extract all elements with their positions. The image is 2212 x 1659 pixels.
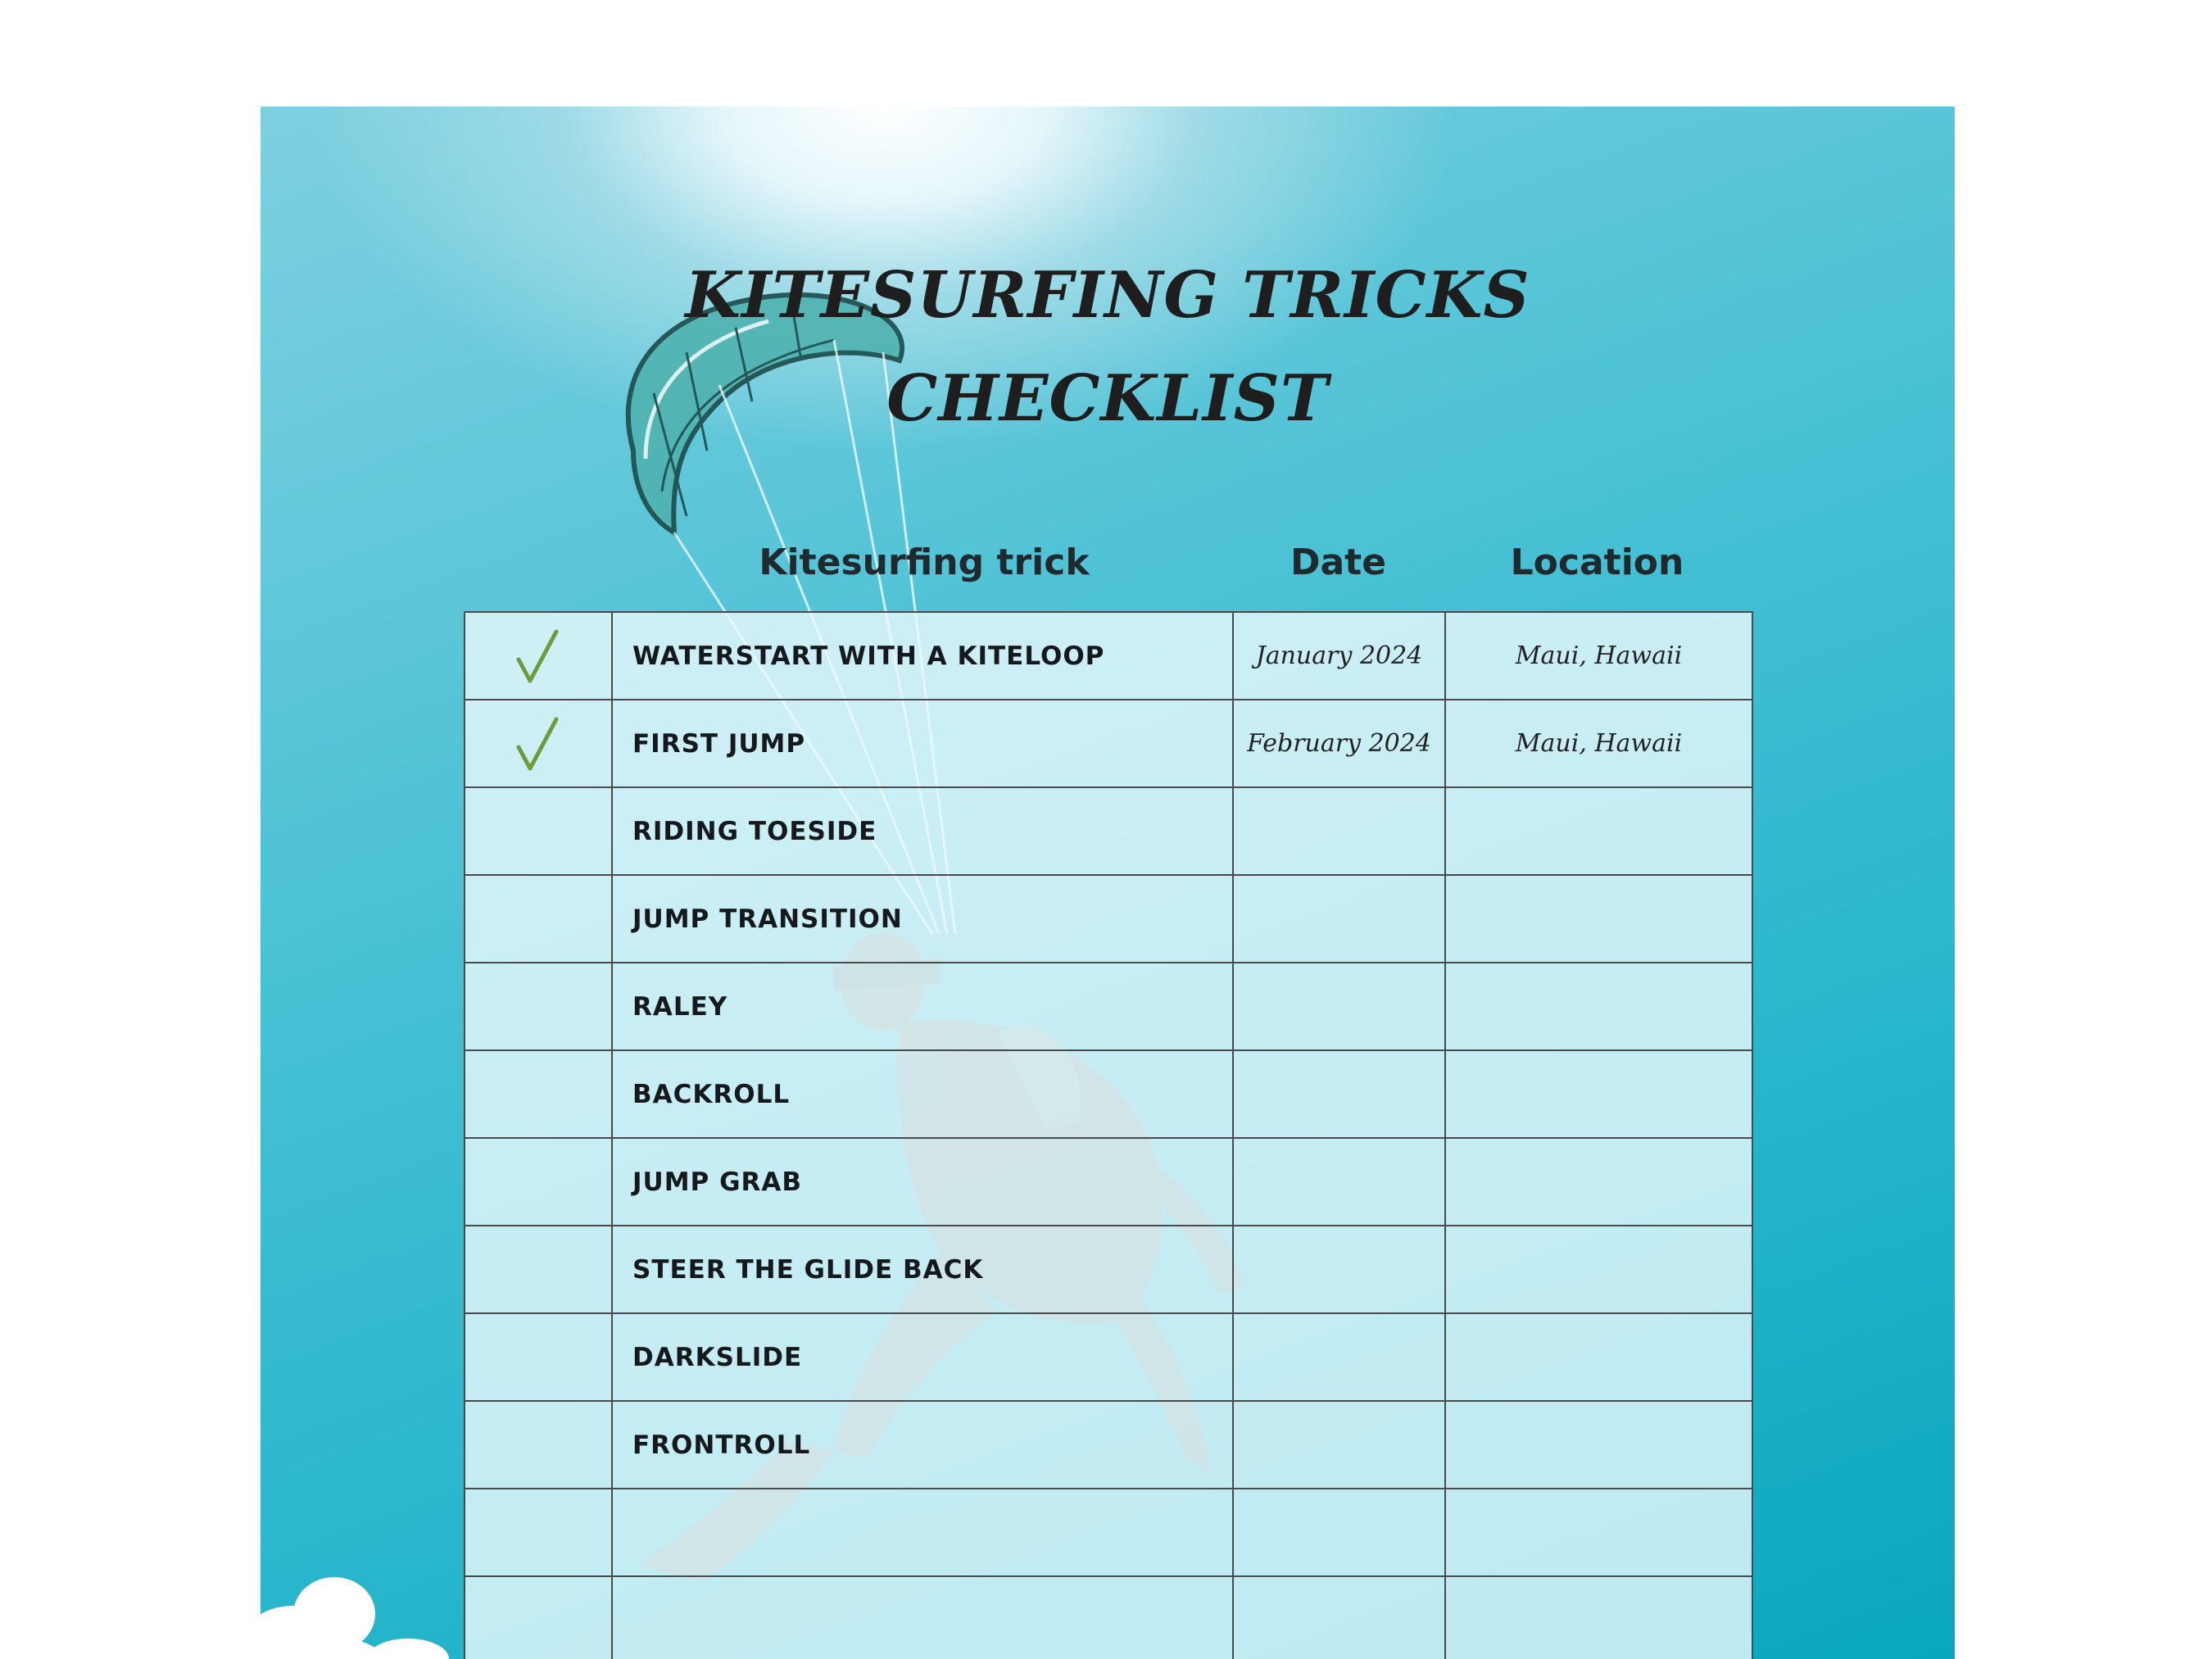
column-header-date: Date <box>1290 542 1387 583</box>
date-cell[interactable] <box>1234 1051 1446 1137</box>
trick-cell[interactable] <box>613 1577 1234 1659</box>
trick-cell <box>613 1314 1234 1400</box>
check-cell[interactable] <box>465 1139 613 1225</box>
table-row <box>465 788 1752 876</box>
date-cell[interactable] <box>1234 788 1446 874</box>
location-value: Maui, Hawaii <box>1515 641 1683 670</box>
location-cell[interactable] <box>1446 613 1752 699</box>
page-title-line-1: KITESURFING TRICKS <box>685 258 1530 333</box>
location-cell[interactable] <box>1446 876 1752 962</box>
trick-name: DARKSLIDE <box>632 1342 803 1372</box>
check-cell[interactable] <box>465 1489 613 1575</box>
date-value: February 2024 <box>1247 729 1431 758</box>
trick-cell <box>613 1051 1234 1137</box>
trick-cell <box>613 1402 1234 1488</box>
column-header-trick: Kitesurfing trick <box>759 542 1090 583</box>
date-cell[interactable] <box>1234 1226 1446 1312</box>
location-value: Maui, Hawaii <box>1515 729 1683 758</box>
checklist-page <box>261 107 1955 1659</box>
date-cell[interactable] <box>1234 1489 1446 1575</box>
trick-cell <box>613 963 1234 1049</box>
cloud-graphic <box>261 1577 449 1659</box>
column-header-location: Location <box>1510 542 1684 583</box>
date-cell[interactable] <box>1234 963 1446 1049</box>
table-row <box>465 1051 1752 1139</box>
location-cell[interactable] <box>1446 1402 1752 1488</box>
date-cell[interactable] <box>1234 1402 1446 1488</box>
location-cell[interactable] <box>1446 1139 1752 1225</box>
check-cell[interactable] <box>465 613 613 699</box>
trick-cell <box>613 1139 1234 1225</box>
location-cell[interactable] <box>1446 1577 1752 1659</box>
date-cell[interactable] <box>1234 700 1446 786</box>
table-row <box>465 1489 1752 1577</box>
trick-name: BACKROLL <box>632 1079 791 1109</box>
check-cell[interactable] <box>465 788 613 874</box>
table-row <box>465 1139 1752 1226</box>
check-cell[interactable] <box>465 700 613 786</box>
trick-name: STEER THE GLIDE BACK <box>632 1254 984 1285</box>
date-cell[interactable] <box>1234 876 1446 962</box>
trick-name: FRONTROLL <box>632 1430 811 1460</box>
trick-name: JUMP TRANSITION <box>632 904 903 934</box>
trick-cell <box>613 1226 1234 1312</box>
trick-cell <box>613 613 1234 699</box>
table-row <box>465 1577 1752 1659</box>
trick-name: WATERSTART WITH A KITELOOP <box>632 641 1105 671</box>
tricks-table <box>464 611 1753 1659</box>
table-row <box>465 1314 1752 1402</box>
check-cell[interactable] <box>465 1577 613 1659</box>
location-cell[interactable] <box>1446 788 1752 874</box>
page-title-line-2: CHECKLIST <box>886 361 1329 436</box>
location-cell[interactable] <box>1446 1489 1752 1575</box>
date-cell[interactable] <box>1234 1314 1446 1400</box>
table-row <box>465 700 1752 788</box>
trick-name: RALEY <box>632 991 728 1022</box>
location-cell[interactable] <box>1446 1314 1752 1400</box>
trick-name: RIDING TOESIDE <box>632 816 877 846</box>
date-cell[interactable] <box>1234 1139 1446 1225</box>
trick-cell[interactable] <box>613 1489 1234 1575</box>
location-cell[interactable] <box>1446 1226 1752 1312</box>
date-cell[interactable] <box>1234 1577 1446 1659</box>
check-cell[interactable] <box>465 1314 613 1400</box>
table-row <box>465 613 1752 700</box>
trick-name: FIRST JUMP <box>632 728 806 759</box>
check-cell[interactable] <box>465 876 613 962</box>
trick-cell <box>613 876 1234 962</box>
check-cell[interactable] <box>465 1226 613 1312</box>
location-cell[interactable] <box>1446 963 1752 1049</box>
date-cell[interactable] <box>1234 613 1446 699</box>
check-cell[interactable] <box>465 1402 613 1488</box>
date-value: January 2024 <box>1255 641 1423 670</box>
table-row <box>465 876 1752 963</box>
trick-cell <box>613 788 1234 874</box>
check-cell[interactable] <box>465 1051 613 1137</box>
table-row <box>465 1402 1752 1489</box>
trick-cell <box>613 700 1234 786</box>
checkmark-icon <box>514 714 563 773</box>
check-cell[interactable] <box>465 963 613 1049</box>
location-cell[interactable] <box>1446 1051 1752 1137</box>
table-row <box>465 963 1752 1051</box>
trick-name: JUMP GRAB <box>632 1167 803 1197</box>
checkmark-icon <box>514 627 563 686</box>
table-row <box>465 1226 1752 1314</box>
location-cell[interactable] <box>1446 700 1752 786</box>
